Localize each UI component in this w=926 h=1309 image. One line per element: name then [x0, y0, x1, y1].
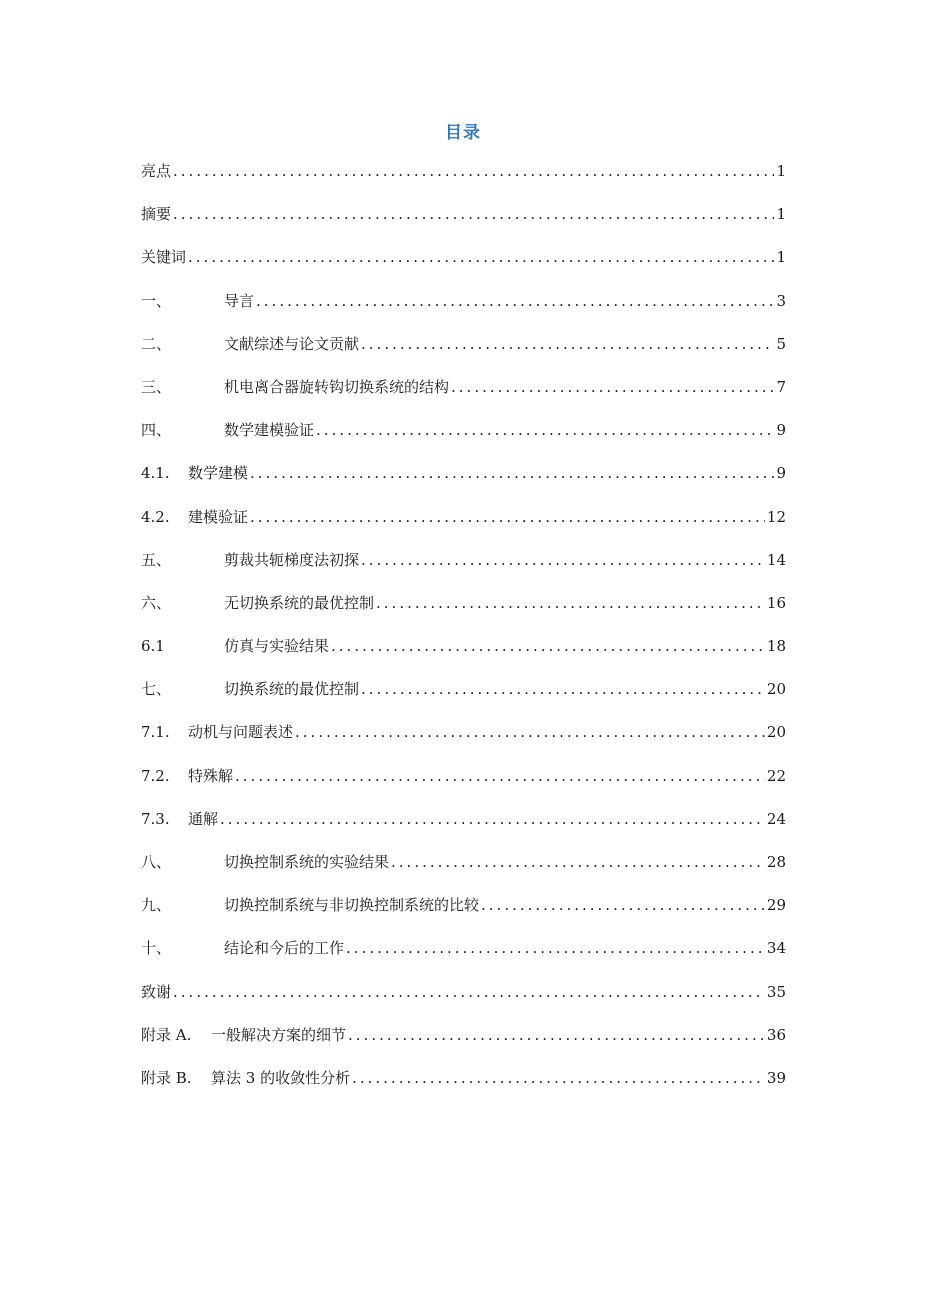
toc-entry-label: 一般解决方案的细节 — [211, 1025, 347, 1044]
toc-entry[interactable] — [141, 160, 786, 203]
toc-leader-dots — [391, 853, 765, 871]
toc-entry-label: 通解 — [188, 809, 219, 828]
toc-entry[interactable] — [141, 808, 786, 851]
toc-entry-page: 36 — [766, 1025, 786, 1044]
toc-leader-dots — [220, 810, 765, 828]
toc-leader-dots — [295, 723, 765, 741]
toc-entry-page: 7 — [776, 377, 786, 396]
toc-entry-page: 1 — [776, 248, 786, 267]
toc-entry-label: 数学建模验证 — [224, 421, 315, 440]
toc-entry-number: 一、 — [141, 291, 172, 310]
toc-entry-label: 导言 — [224, 291, 255, 310]
toc-entry-number: 4.2. — [141, 507, 170, 526]
toc-leader-dots — [256, 292, 774, 310]
toc-entry-number: 7.1. — [141, 723, 170, 742]
toc-entry-label: 动机与问题表述 — [188, 723, 294, 742]
toc-leader-dots — [173, 162, 774, 180]
toc-entry[interactable] — [141, 721, 786, 764]
toc-entry[interactable] — [141, 678, 786, 721]
toc-entry-label: 仿真与实验结果 — [224, 637, 330, 656]
toc-entry[interactable] — [141, 290, 786, 333]
toc-leader-dots — [361, 335, 774, 353]
toc-entry-label: 机电离合器旋转钩切换系统的结构 — [224, 377, 450, 396]
toc-entry-number: 附录 B. — [141, 1068, 192, 1087]
toc-entry[interactable] — [141, 549, 786, 592]
toc-leader-dots — [481, 896, 765, 914]
toc-entry-page: 12 — [766, 507, 786, 526]
toc-entry[interactable] — [141, 937, 786, 980]
toc-entry[interactable] — [141, 246, 786, 289]
toc-leader-dots — [451, 378, 774, 396]
toc-entry-page: 14 — [766, 550, 786, 569]
toc-entry-number: 六、 — [141, 593, 172, 612]
toc-entry[interactable] — [141, 1067, 786, 1110]
toc-entry-number: 附录 A. — [141, 1025, 192, 1044]
toc-entry-page: 34 — [766, 939, 786, 958]
toc-entry[interactable] — [141, 506, 786, 549]
toc-entry-number: 7.3. — [141, 809, 170, 828]
toc-entry-label: 亮点 — [141, 162, 172, 180]
toc-entry-page: 20 — [766, 723, 786, 742]
toc-entry-number: 4.1. — [141, 464, 170, 483]
toc-entry[interactable] — [141, 203, 786, 246]
toc-entry-page: 35 — [766, 982, 786, 1001]
toc-entry-number: 十、 — [141, 939, 172, 958]
toc-entry-label: 无切换系统的最优控制 — [224, 593, 375, 612]
toc-entry-number: 四、 — [141, 421, 172, 440]
toc-entry[interactable] — [141, 851, 786, 894]
toc-entry-number: 7.2. — [141, 766, 170, 785]
toc-list — [141, 160, 786, 1110]
toc-entry-number: 八、 — [141, 853, 172, 871]
toc-entry[interactable] — [141, 419, 786, 462]
toc-entry-page: 9 — [776, 464, 786, 483]
toc-entry-label: 特殊解 — [188, 766, 234, 785]
toc-entry-label: 剪裁共轭梯度法初探 — [224, 550, 360, 569]
toc-entry[interactable] — [141, 765, 786, 808]
toc-entry-page: 28 — [766, 853, 786, 871]
toc-entry-number: 七、 — [141, 680, 172, 699]
toc-entry-page: 24 — [766, 809, 786, 828]
toc-leader-dots — [346, 939, 765, 957]
toc-leader-dots — [361, 680, 765, 698]
toc-entry-label: 结论和今后的工作 — [224, 939, 345, 958]
toc-leader-dots — [250, 508, 765, 526]
toc-entry[interactable] — [141, 894, 786, 937]
toc-entry[interactable] — [141, 333, 786, 376]
toc-entry-label: 致谢 — [141, 982, 172, 1001]
toc-entry[interactable] — [141, 592, 786, 635]
toc-entry-label: 切换控制系统与非切换控制系统的比较 — [224, 896, 480, 915]
toc-entry[interactable] — [141, 376, 786, 419]
toc-leader-dots — [348, 1026, 765, 1044]
toc-leader-dots — [316, 421, 774, 439]
toc-entry-page: 18 — [766, 637, 786, 656]
toc-entry-page: 20 — [766, 680, 786, 699]
toc-entry-page: 29 — [766, 896, 786, 915]
toc-entry-number: 五、 — [141, 550, 172, 569]
toc-entry-number: 九、 — [141, 896, 172, 915]
toc-entry-number: 6.1 — [141, 637, 165, 656]
toc-entry[interactable] — [141, 462, 786, 505]
toc-leader-dots — [250, 464, 774, 482]
toc-entry[interactable] — [141, 981, 786, 1024]
toc-entry-page: 22 — [766, 766, 786, 785]
toc-leader-dots — [352, 1069, 765, 1087]
toc-entry-number: 二、 — [141, 334, 172, 353]
toc-entry-number: 三、 — [141, 377, 172, 396]
toc-leader-dots — [173, 983, 765, 1001]
toc-leader-dots — [361, 551, 765, 569]
toc-entry-page: 1 — [776, 205, 786, 224]
toc-entry-label: 数学建模 — [188, 464, 249, 483]
toc-entry[interactable] — [141, 1024, 786, 1067]
toc-entry-page: 39 — [766, 1068, 786, 1087]
toc-entry[interactable] — [141, 635, 786, 678]
toc-entry-label: 建模验证 — [188, 507, 249, 526]
toc-leader-dots — [376, 594, 765, 612]
toc-entry-page: 16 — [766, 593, 786, 612]
toc-entry-page: 5 — [776, 334, 786, 353]
toc-entry-page: 1 — [776, 162, 786, 180]
toc-entry-label: 摘要 — [141, 205, 172, 224]
toc-leader-dots — [188, 248, 774, 266]
toc-title: 目录 — [445, 123, 481, 143]
toc-entry-label: 算法 3 的收敛性分析 — [211, 1068, 351, 1087]
toc-entry-label: 切换系统的最优控制 — [224, 680, 360, 699]
toc-entry-page: 9 — [776, 421, 786, 440]
toc-leader-dots — [173, 205, 774, 223]
toc-entry-label: 文献综述与论文贡献 — [224, 334, 360, 353]
toc-entry-page: 3 — [776, 291, 786, 310]
toc-entry-label: 切换控制系统的实验结果 — [224, 853, 390, 871]
toc-leader-dots — [331, 637, 765, 655]
toc-leader-dots — [235, 767, 765, 785]
toc-entry-label: 关键词 — [141, 248, 187, 267]
